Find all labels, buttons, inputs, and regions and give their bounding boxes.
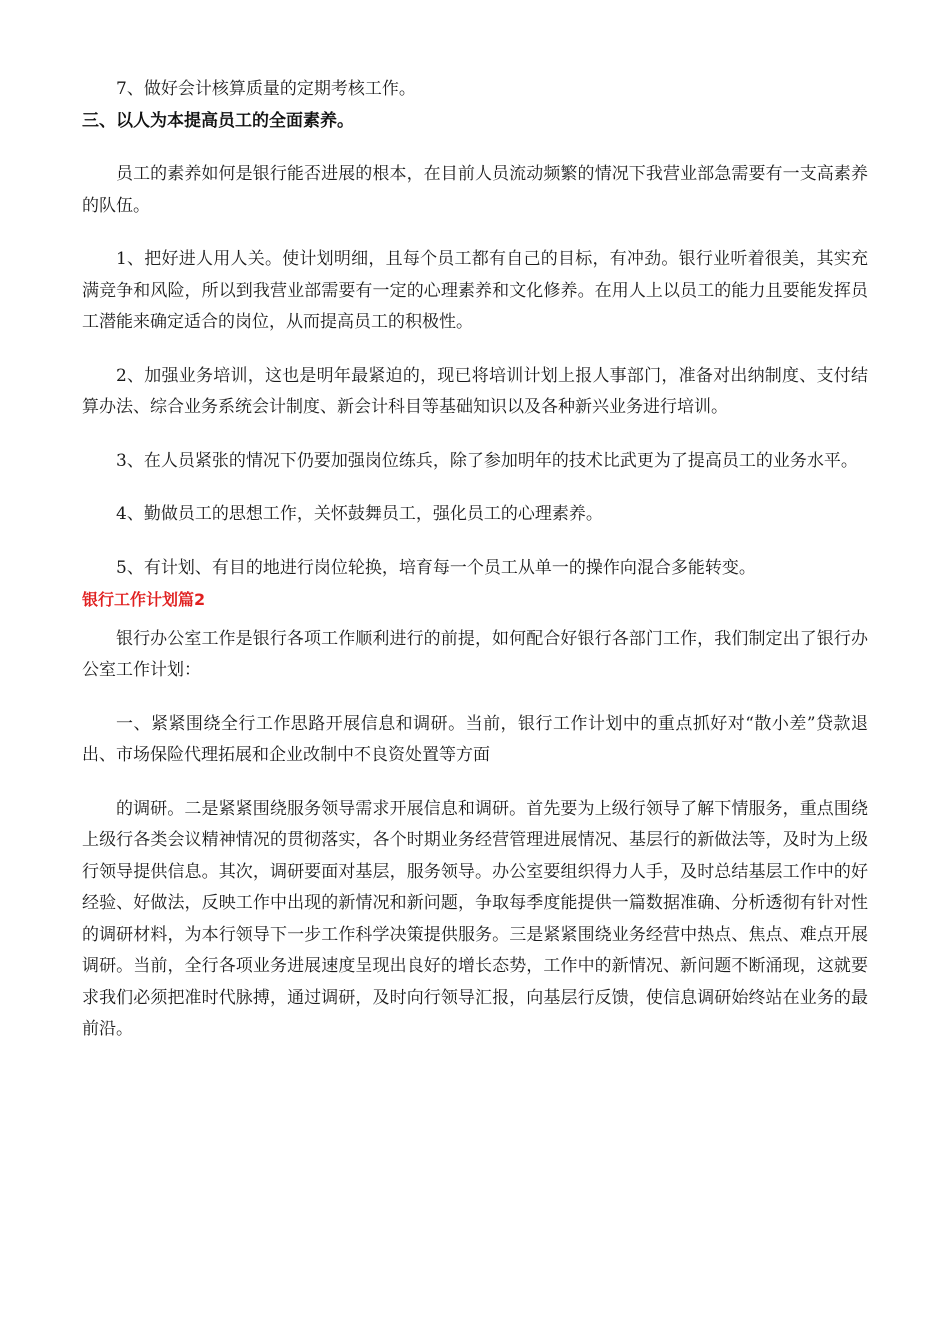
paragraph-point-1: 一、紧紧围绕全行工作思路开展信息和调研。当前，银行工作计划中的重点抓好对“散小差”贷款退出、市场保险代理拓展和企业改制中不良资处置等方面 (82, 713, 868, 765)
paragraph-item-3: 3、在人员紧张的情况下仍要加强岗位练兵，除了参加明年的技术比武更为了提高员工的业务水平。 (116, 450, 858, 471)
paragraph-research: 的调研。二是紧紧围绕服务领导需求开展信息和调研。首先要为上级行领导了解下情服务，重点围绕上级行各类会议精神情况的贯彻落实，各个时期业务经营管理进展情况、基层行的新做法等，及时为上级行领导提供信息。其次，调研要面对基层，服务领导。办公室要组织得力人手，及时总结基层工作中的好经验、好做法，反映工作中出现的新情况和新问题，争取每季度能提供一篇数据准确、分析透彻有针对性的调研材料，为本行领导下一步工作科学决策提供服务。三是紧紧围绕业务经营中热点、焦点、难点开展调研。当前，全行各项业务进展速度呈现出良好的增长态势，工作中的新情况、新问题不断涌现，这就要求我们必须把准时代脉搏，通过调研，及时向行领导汇报，向基层行反馈，使信息调研始终站在业务的最前沿。 (82, 798, 868, 1039)
paragraph-item-1: 1、把好进人用人关。使计划明细，且每个员工都有自己的目标，有冲劲。银行业听着很美，其实充满竞争和风险，所以到我营业部需要有一定的心理素养和文化修养。在用人上以员工的能力且要能发挥员工潜能来确定适合的岗位，从而提高员工的积极性。 (82, 249, 868, 332)
section-title-plan-2: 银行工作计划篇2 (82, 590, 206, 609)
paragraph-item-2: 2、加强业务培训，这也是明年最紧迫的，现已将培训计划上报人事部门，准备对出纳制度、支付结算办法、综合业务系统会计制度、新会计科目等基础知识以及各种新兴业务进行培训。 (82, 365, 868, 417)
paragraph-item-7: 7、做好会计核算质量的定期考核工作。 (116, 79, 416, 99)
paragraph-intro: 员工的素养如何是银行能否进展的根本，在目前人员流动频繁的情况下我营业部急需要有一支高素养的队伍。 (82, 164, 868, 216)
paragraph-office-intro: 银行办公室工作是银行各项工作顺利进行的前提，如何配合好银行各部门工作，我们制定出了银行办公室工作计划： (82, 628, 868, 680)
paragraph-item-5: 5、有计划、有目的地进行岗位轮换，培育每一个员工从单一的操作向混合多能转变。 (116, 557, 756, 578)
paragraph-item-4: 4、勤做员工的思想工作，关怀鼓舞员工，强化员工的心理素养。 (116, 504, 603, 524)
section-heading-3: 三、以人为本提高员工的全面素养。 (82, 110, 354, 131)
